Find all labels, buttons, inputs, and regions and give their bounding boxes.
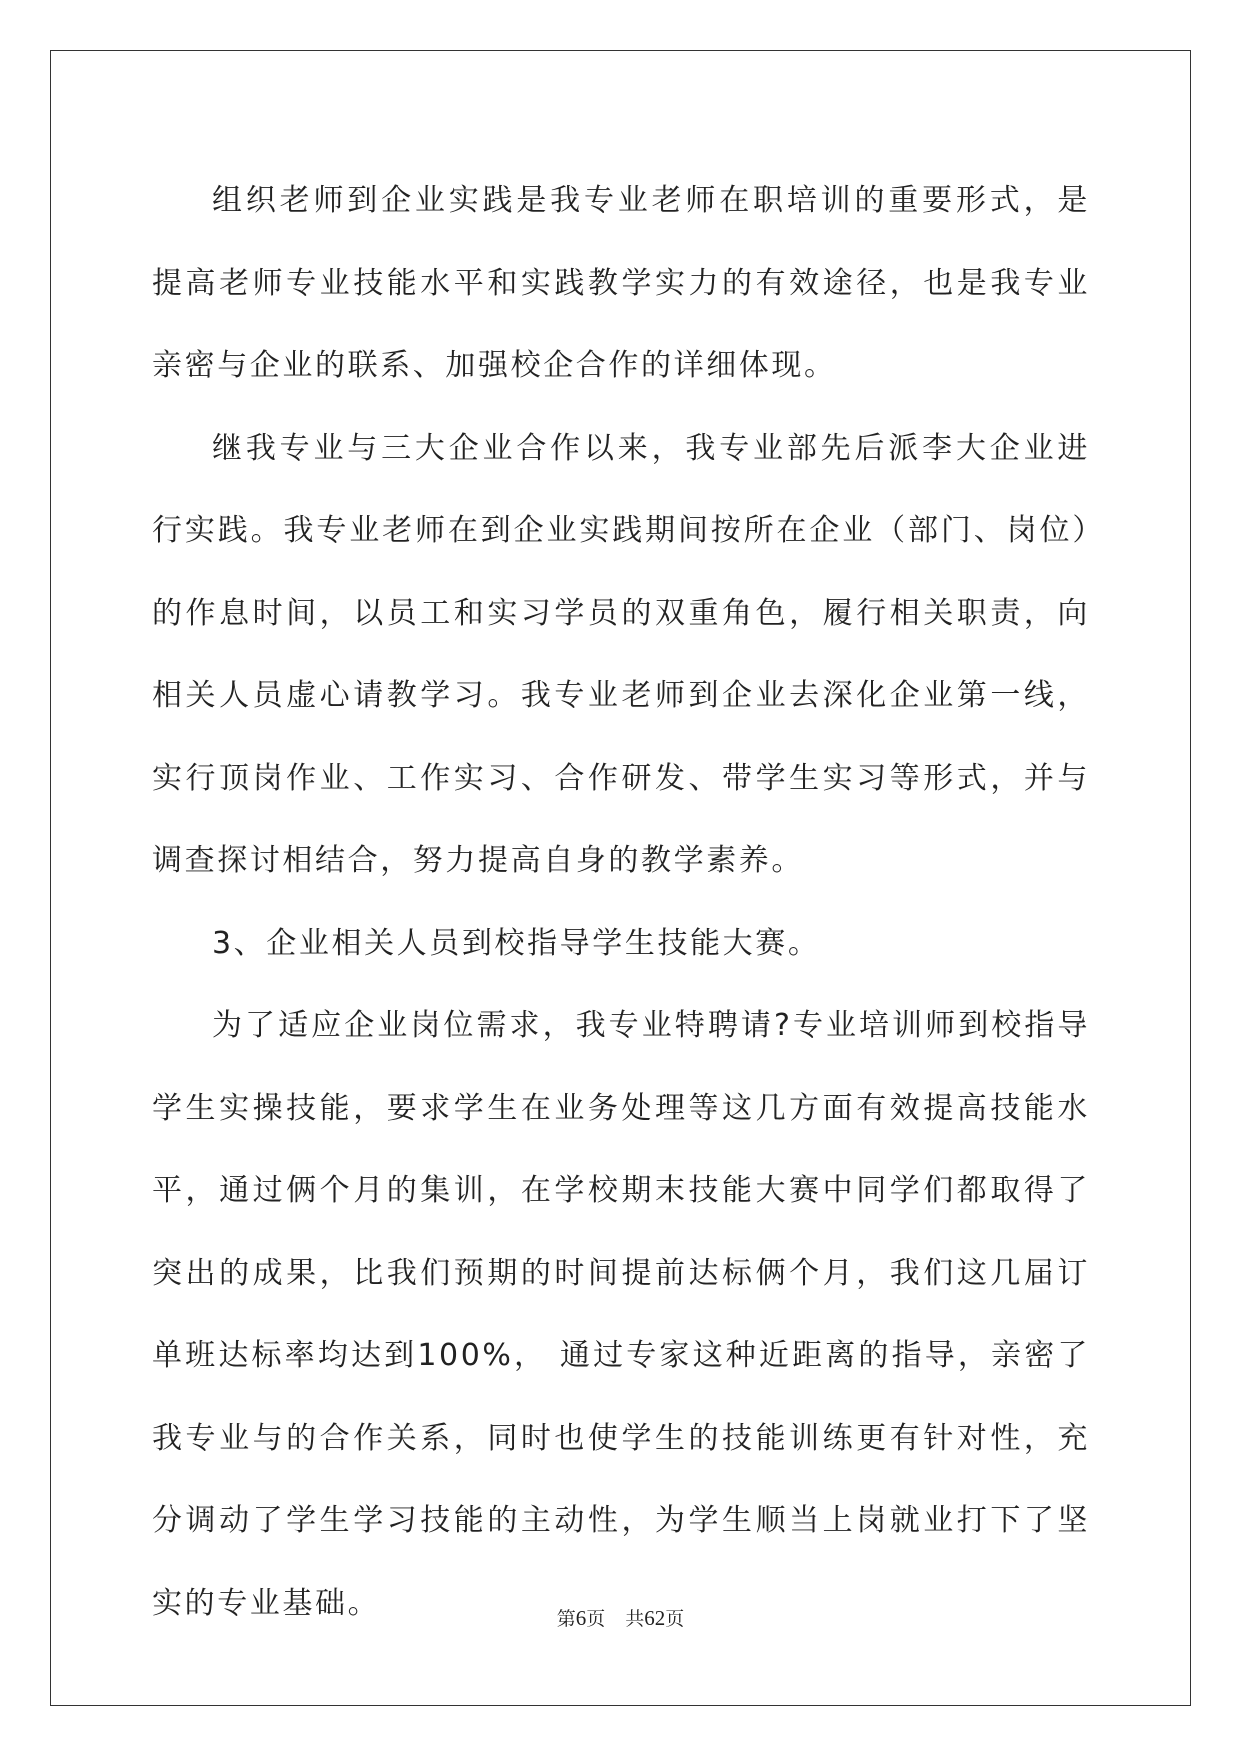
total-pages: 62: [644, 1606, 666, 1630]
paragraph: 组织老师到企业实践是我专业老师在职培训的重要形式，是提高老师专业技能水平和实践教学实力的有效途径，也是我专业亲密与企业的联系、加强校企合作的详细体现。: [152, 183, 1090, 383]
page-number: 6: [575, 1606, 587, 1630]
page-suffix: 页: [586, 1608, 606, 1630]
document-body: [152, 160, 1090, 1645]
paragraph: 3、企业相关人员到校指导学生技能大赛。: [212, 925, 821, 961]
footer-prefix: 第: [556, 1608, 576, 1630]
total-suffix: 页: [665, 1608, 685, 1630]
paragraph: 为了适应企业岗位需求，我专业特聘请?专业培训师到校指导学生实操技能，要求学生在业务处理等这几方面有效提高技能水平，通过俩个月的集训，在学校期末技能大赛中同学们都取得了突出的成果，比我们预期的时间提前达标俩个月，我们这几届订单班达标率均达到100%， 通过专家这种近距离的指导，亲密了我专业与的合作关系，同时也使学生的技能训练更有针对性，充分调动了学生学习技能的主动性，为学生顺当上岗就业打下了坚实的专业基础。: [152, 1008, 1090, 1621]
page-footer: [0, 1604, 1241, 1631]
total-prefix: 共: [625, 1608, 645, 1630]
paragraph: 继我专业与三大企业合作以来，我专业部先后派李大企业进行实践。我专业老师在到企业实践期间按所在企业（部门、岗位）的作息时间，以员工和实习学员的双重角色，履行相关职责，向相关人员虚心请教学习。我专业老师到企业去深化企业第一线，实行顶岗作业、工作实习、合作研发、带学生实习等形式，并与调查探讨相结合，努力提高自身的教学素养。: [152, 430, 1090, 878]
